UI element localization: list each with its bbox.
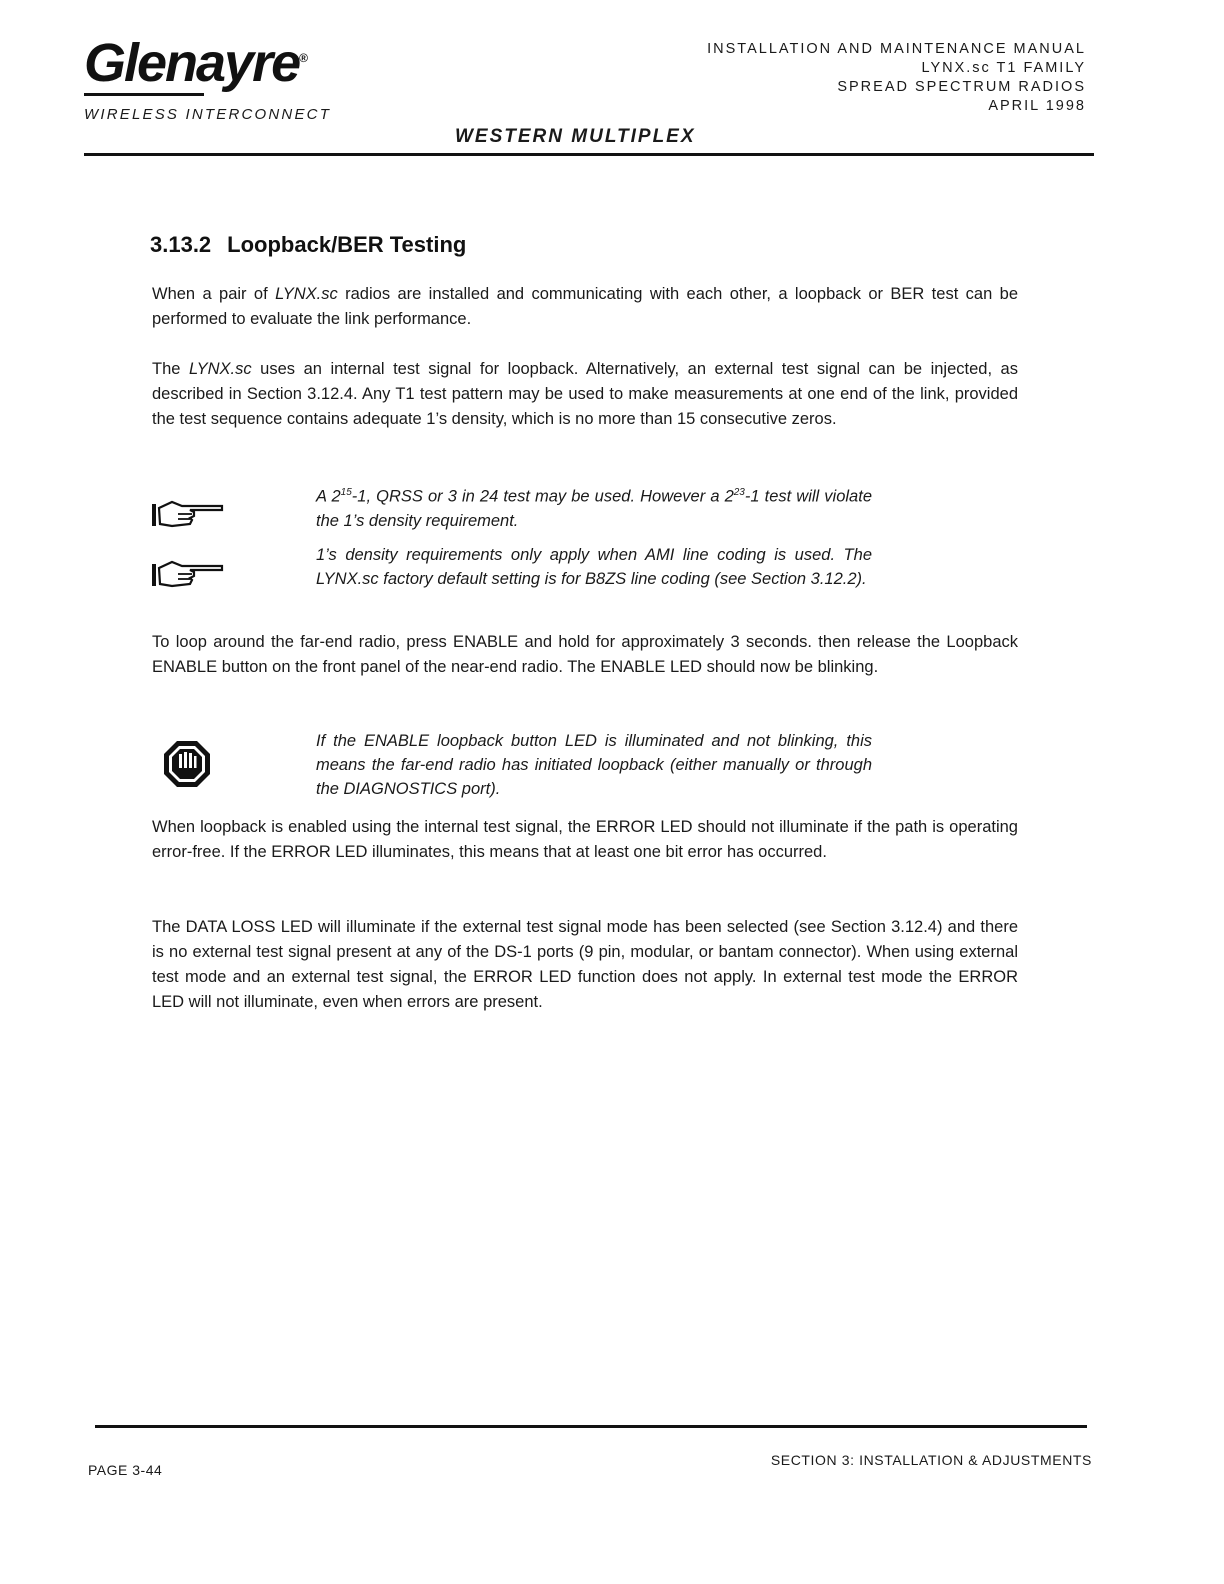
footer-rule (95, 1425, 1087, 1428)
text-run: -1 test will violate the 1’s density requirement. (316, 487, 872, 530)
section-title: Loopback/BER Testing (227, 232, 467, 257)
note-test-patterns (316, 481, 872, 533)
product-family: LYNX.sc T1 FAMILY (921, 60, 1086, 76)
text-run: The (152, 360, 189, 378)
manual-title: INSTALLATION AND MAINTENANCE MANUAL (707, 41, 1086, 57)
text-run: -1, QRSS or 3 in 24 test may be used. However a 2 (351, 487, 734, 506)
header-rule (84, 153, 1094, 156)
publish-date: APRIL 1998 (988, 98, 1086, 114)
pointing-hand-icon (150, 556, 226, 595)
text-run: When a pair of (152, 285, 276, 303)
section-heading (150, 232, 466, 258)
product-type: SPREAD SPECTRUM RADIOS (837, 79, 1086, 95)
division-name: WESTERN MULTIPLEX (455, 126, 696, 147)
text-run: radios are installed and communicating with each other, a loopback or BER test can be performed to evaluate the link performance. (152, 285, 1018, 328)
paragraph-data-loss-led: The DATA LOSS LED will illuminate if the external test signal mode has been selected (see Section 3.12.4) and there is no external test signal present at any of the DS-1 ports (9 pin, modular, or bantam connector). When using external test mode and an external test signal, the ERROR LED function does not apply. In external test mode the ERROR LED will not illuminate, even when errors are present. (152, 918, 1018, 1011)
pointing-hand-icon (150, 496, 226, 535)
section-number: 3.13.2 (150, 232, 212, 257)
tagline: WIRELESS INTERCONNECT (84, 106, 332, 123)
paragraph-error-led: When loopback is enabled using the internal test signal, the ERROR LED should not illuminate if the path is operating error-free. If the ERROR LED illuminates, this means that at least one bit error has occurred. (152, 818, 1018, 861)
section-footer: SECTION 3: INSTALLATION & ADJUSTMENTS (770, 1452, 1092, 1468)
product-name: LYNX.sc (275, 285, 338, 303)
manual-info (707, 40, 1086, 116)
caution-far-end-loopback: If the ENABLE loopback button LED is illuminated and not blinking, this means the far-end radio has initiated loopback (either manually or through the DIAGNOSTICS port). (316, 732, 872, 798)
note-line-coding: 1’s density requirements only apply when AMI line coding is used. The LYNX.sc factory default setting is for B8ZS line coding (see Section 3.12.2). (316, 546, 872, 588)
text-run: uses an internal test signal for loopback. Alternatively, an external test signal can be injected, as described in Section 3.12.4. Any T1 test pattern may be used to make measurements at one end of the link, provided the test sequence contains adequate 1’s density, which is no more than 15 consecutive zeros. (152, 360, 1018, 428)
paragraph-test-signal (152, 357, 1018, 432)
paragraph-intro (152, 282, 1018, 332)
logo-underline (84, 93, 204, 96)
registered-mark: ® (299, 51, 306, 65)
superscript: 15 (340, 487, 352, 498)
logo-text: Glenayre (84, 33, 300, 93)
superscript: 23 (733, 487, 745, 498)
page-number: PAGE 3-44 (88, 1462, 163, 1478)
product-name: LYNX.sc (188, 360, 252, 378)
company-logo (84, 33, 306, 93)
text-run: A 2 (316, 487, 341, 506)
stop-hand-icon (162, 739, 212, 794)
paragraph-loopback-procedure: To loop around the far-end radio, press ENABLE and hold for approximately 3 seconds. then release the Loopback ENABLE button on the front panel of the near-end radio. The ENABLE LED should now be blinking. (152, 633, 1018, 676)
